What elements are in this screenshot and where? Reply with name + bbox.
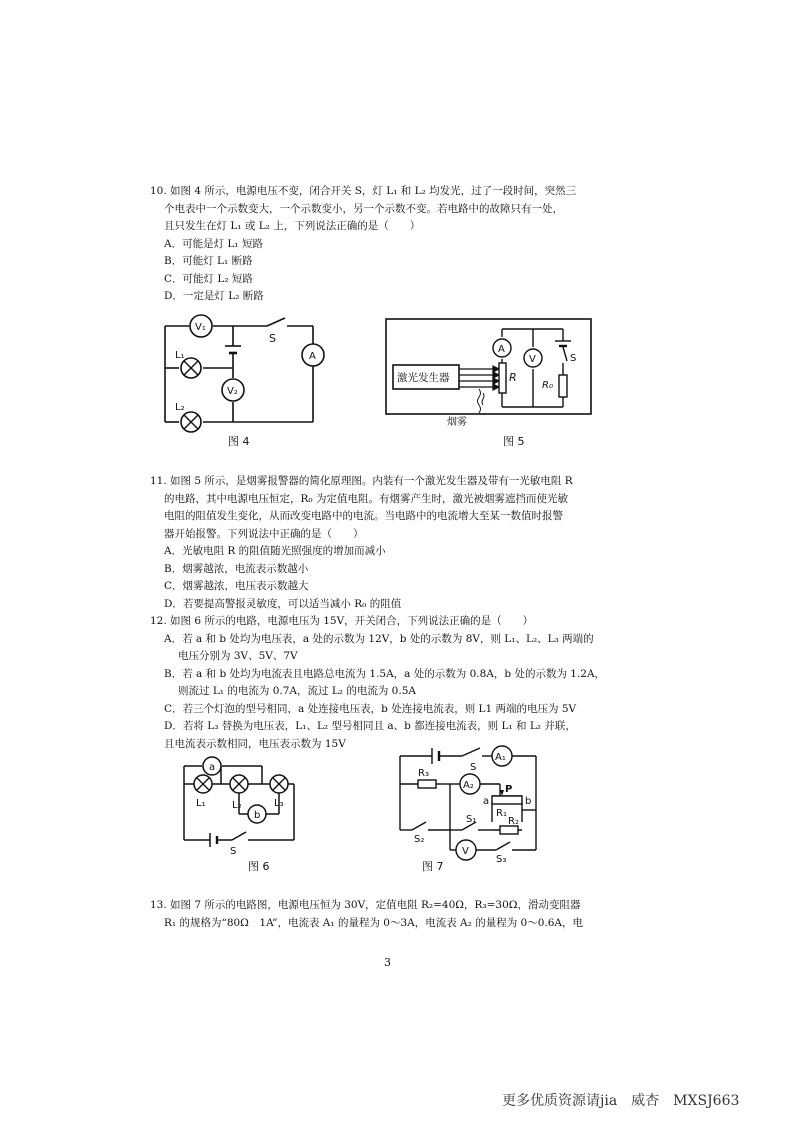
footer-text-1: 更多优质资源请jia: [502, 1093, 618, 1109]
fig7-switch-s-label: S: [470, 762, 477, 773]
lamp-l2-label: L₂: [175, 402, 185, 413]
figure-4-circuit: [155, 312, 335, 442]
q11-stem-line-1: 11. 如图 5 所示，是烟雾报警器的简化原理图。内装有一个激光发生器及带有一光敏电阻 R: [150, 475, 573, 487]
fig6-switch-label: S: [230, 846, 237, 857]
switch-s-label: S: [269, 332, 276, 345]
footer-text-2: 威杏: [631, 1093, 660, 1109]
meter-a-label: a: [209, 762, 216, 773]
page-number: 3: [384, 956, 391, 969]
figure-6-caption: 图 6: [248, 860, 270, 873]
q10-option-c: C．可能灯 L₂ 短路: [164, 272, 253, 285]
resistor-r2: [500, 826, 518, 834]
meter-b-label: b: [254, 810, 261, 821]
q12-option-c: C．若三个灯泡的型号相同，a 处连接电压表，b 处连接电流表，则 L1 两端的电压为 5V: [164, 702, 577, 715]
q10-stem-line-3: 且只发生在灯 L₁ 或 L₂ 上，下列说法正确的是（ ）: [164, 220, 421, 232]
q12-option-d: D．若将 L₃ 替换为电压表，L₁、L₂ 型号相同且 a、b 都连接电流表，则 L₁ 和 L₂ 并联，: [164, 720, 576, 732]
question-12: [150, 613, 605, 753]
fig5-ammeter-label: A: [498, 344, 505, 355]
lamp-l1-icon: [194, 775, 212, 793]
lamp-l2-icon: [230, 775, 248, 793]
smoke-icon: [478, 389, 485, 413]
rheostat-r1: [492, 796, 522, 804]
q13-stem-line-1: 13. 如图 7 所示的电路图，电源电压恒为 30V，定值电阻 R₂=40Ω，R₃=30Ω，滑动变阻器: [150, 899, 581, 911]
fig7-switch-s2-label: S₂: [414, 834, 425, 845]
voltmeter-v-label: V: [462, 846, 469, 857]
figure-7-caption: 图 7: [422, 860, 444, 873]
question-10: [150, 183, 576, 306]
lamp-l2-label: L₂: [232, 800, 242, 811]
q11-stem-line-3: 电阻的阻值发生变化，从而改变电路中的电流。当电路中的电流增大至某一数值时报警: [164, 510, 563, 522]
question-11: [150, 473, 573, 613]
q12-option-b: B．若 a 和 b 处均为电流表且电路总电流为 1.5A，a 处的示数为 0.8A，b 处的示数为 1.2A，: [164, 667, 606, 680]
photoresistor-r-label: R: [509, 371, 517, 384]
q11-option-d: D．若要提高警报灵敏度，可以适当减小 R₀ 的阻值: [164, 597, 402, 610]
terminal-a-label: a: [483, 796, 490, 807]
fixed-resistor-r0-label: R₀: [542, 380, 553, 391]
q10-option-a: A．可能是灯 L₁ 短路: [164, 237, 263, 250]
fig7-switch-s1-label: S₁: [466, 814, 477, 825]
q12-option-b-cont: 则流过 L₁ 的电流为 0.7A，流过 L₂ 的电流为 0.5A: [178, 685, 416, 697]
figure-7-circuit: [388, 742, 548, 865]
lamp-l2-icon: [181, 412, 201, 432]
q12-option-a-cont: 电压分别为 3V、5V、7V: [178, 650, 298, 662]
photoresistor-r: [499, 363, 506, 393]
q11-option-b: B．烟雾越浓，电流表示数越小: [164, 562, 309, 575]
voltmeter-v1-label: V₁: [195, 322, 206, 333]
q11-option-a: A．光敏电阻 R 的阻值随光照强度的增加而减小: [164, 545, 386, 557]
q11-stem-line-4: 器开始报警。下列说法中正确的是（ ）: [164, 527, 364, 540]
q10-option-b: B．可能灯 L₁ 断路: [164, 255, 253, 267]
fig7-switch-s3-label: S₃: [496, 854, 507, 865]
slider-p-label: P: [505, 784, 513, 795]
resistor-r3-label: R₃: [418, 768, 429, 779]
q12-option-d-cont: 且电流表示数相同，电压表示数为 15V: [164, 737, 346, 750]
lamp-l1-icon: [181, 358, 201, 378]
q13-stem-line-2: R₁ 的规格为“80Ω 1A”，电流表 A₁ 的量程为 0～3A，电流表 A₂ 的量程为 0～0.6A，电: [164, 916, 583, 929]
q10-option-d: D．一定是灯 L₂ 断路: [164, 290, 264, 302]
q12-option-a: A．若 a 和 b 处均为电压表，a 处的示数为 12V，b 处的示数为 8V，则 L₁、L₂、L₃ 两端的: [164, 632, 594, 645]
figure-6-circuit: [180, 752, 310, 857]
smoke-label: 烟雾: [447, 417, 467, 428]
fig5-switch-label: S: [570, 353, 577, 364]
fig5-voltmeter-label: V: [529, 354, 536, 365]
q11-stem-line-2: 的电路，其中电源电压恒定，R₀ 为定值电阻。有烟雾产生时，激光被烟雾遮挡而使光敏: [164, 492, 568, 505]
lamp-l1-label: L₁: [196, 798, 206, 809]
figure-5-diagram: [385, 317, 595, 427]
q10-stem-line-1: 10. 如图 4 所示，电源电压不变，闭合开关 S，灯 L₁ 和 L₂ 均发光，过了一段时间，突然三: [150, 185, 577, 197]
resistor-r3: [418, 780, 436, 788]
ammeter-a1-label: A₁: [495, 752, 506, 763]
voltmeter-v2-label: V₂: [227, 386, 238, 397]
figure-4-caption: 图 4: [228, 435, 250, 448]
ammeter-a-label: A: [309, 351, 316, 362]
q10-stem-line-2: 个电表中一个示数变大，一个示数变小，另一个示数不变。若电路中的故障只有一处，: [164, 202, 563, 215]
lamp-l3-label: L₃: [274, 798, 284, 809]
terminal-b-label: b: [525, 796, 532, 807]
footer-watermark: [502, 1090, 739, 1110]
resistor-r2-label: R₂: [508, 816, 519, 827]
lamp-l1-label: L₁: [175, 350, 185, 361]
figure-5-caption: 图 5: [503, 435, 525, 448]
question-13: [150, 897, 583, 932]
q11-option-c: C．烟雾越浓，电压表示数越大: [164, 580, 309, 592]
ammeter-a2-label: A₂: [463, 780, 474, 791]
q12-stem: 12. 如图 6 所示的电路，电源电压为 15V，开关闭合，下列说法正确的是（ ）: [150, 615, 534, 627]
fixed-resistor-r0: [559, 375, 567, 397]
lamp-l3-icon: [270, 775, 288, 793]
footer-text-3: MXSJ663: [673, 1093, 740, 1109]
laser-generator-label: 激光发生器: [397, 372, 450, 384]
rheostat-r1-label: R₁: [496, 808, 507, 819]
